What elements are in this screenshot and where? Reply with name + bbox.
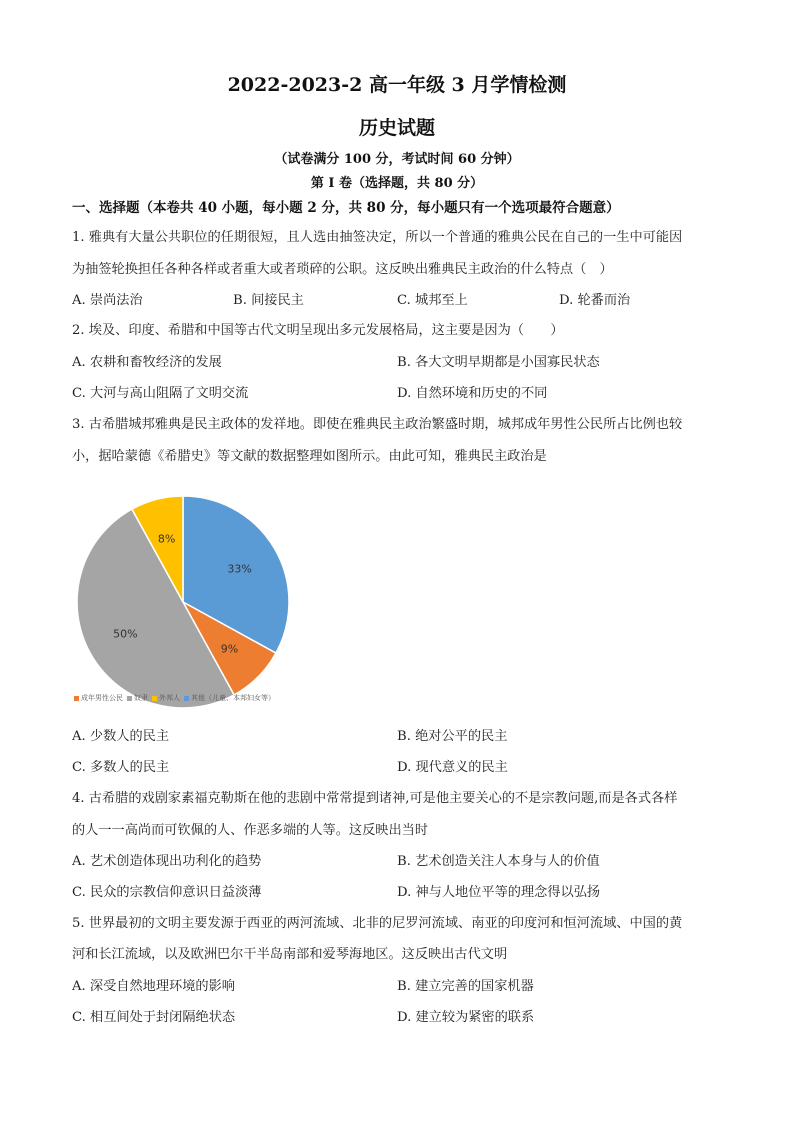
q1-option-c[interactable]: C. 城邦至上 [397, 293, 468, 308]
q1-option-a[interactable]: A. 崇尚法治 [72, 293, 143, 308]
q1-stem-line-1: 1. 雅典有大量公共职位的任期很短，且人选由抽签决定，所以一个普通的雅典公民在自己的一生中可能因 [72, 230, 683, 245]
q4-option-c[interactable]: C. 民众的宗教信仰意识日益淡薄 [72, 885, 262, 900]
q4-option-b[interactable]: B. 艺术创造关注人本身与人的价值 [397, 854, 600, 869]
q5-option-d[interactable]: D. 建立较为紧密的联系 [397, 1010, 535, 1025]
exam-title: 2022-2023-2 高一年级 3 月学情检测 [227, 74, 567, 96]
legend-label: 其他（儿童、本邦妇女等） [191, 694, 275, 702]
q1-stem-line-2: 为抽签轮换担任各种各样或者重大或者琐碎的公职。这反映出雅典民主政治的什么特点（ ） [72, 262, 613, 277]
exam-note: （试卷满分 100 分，考试时间 60 分钟） [274, 152, 520, 167]
exam-subtitle: 历史试题 [358, 117, 435, 139]
pie-data-label-1: 9% [220, 642, 239, 656]
section-heading: 一、选择题（本卷共 40 小题，每小题 2 分，共 80 分，每小题只有一个选项最符合题意） [72, 200, 620, 216]
q2-option-a[interactable]: A. 农耕和畜牧经济的发展 [72, 355, 222, 370]
q2-option-d[interactable]: D. 自然环境和历史的不同 [397, 386, 548, 401]
q1-option-d[interactable]: D. 轮番而治 [559, 293, 631, 308]
q5-stem-line-2: 河和长江流域，以及欧洲巴尔干半岛南部和爱琴海地区。这反映出古代文明 [72, 947, 508, 962]
q5-option-b[interactable]: B. 建立完善的国家机器 [397, 979, 534, 994]
q2-option-c[interactable]: C. 大河与高山阻隔了文明交流 [72, 386, 249, 401]
q3-option-c[interactable]: C. 多数人的民主 [72, 760, 170, 775]
q3-option-b[interactable]: B. 绝对公平的民主 [397, 729, 508, 744]
q5-stem-line-1: 5. 世界最初的文明主要发源于西亚的两河流域、北非的尼罗河流域、南亚的印度河和恒河流域、中国的黄 [72, 916, 683, 931]
pie-chart [70, 470, 330, 710]
legend-item-1 [74, 693, 123, 703]
q4-stem-line-1: 4. 古希腊的戏剧家素福克勒斯在他的悲剧中常常提到诸神,可是他主要关心的不是宗教问题,而是各式各样 [72, 791, 678, 806]
legend-label: 外邦人 [159, 694, 180, 702]
q5-option-a[interactable]: A. 深受自然地理环境的影响 [72, 979, 235, 994]
pie-data-label-3: 8% [157, 532, 176, 546]
q2-option-b[interactable]: B. 各大文明早期都是小国寡民状态 [397, 355, 600, 370]
legend-label: 成年男性公民 [81, 694, 123, 702]
q2-stem-line-1: 2. 埃及、印度、希腊和中国等古代文明呈现出多元发展格局，这主要是因为（ ） [72, 323, 564, 338]
legend-item-2 [127, 693, 148, 703]
volume-heading: 第 I 卷（选择题，共 80 分） [310, 176, 484, 191]
q3-stem-line-2: 小，据哈蒙德《希腊史》等文献的数据整理如图所示。由此可知，雅典民主政治是 [72, 449, 547, 464]
q4-stem-line-2: 的人一一高尚而可钦佩的人、作恶多端的人等。这反映出当时 [72, 823, 429, 838]
legend-swatch [74, 696, 79, 701]
chart-legend [74, 693, 279, 703]
q3-option-d[interactable]: D. 现代意义的民主 [397, 760, 508, 775]
legend-item-4 [184, 693, 275, 703]
q4-option-a[interactable]: A. 艺术创造体现出功利化的趋势 [72, 854, 262, 869]
legend-swatch [152, 696, 157, 701]
q4-option-d[interactable]: D. 神与人地位平等的理念得以弘扬 [397, 885, 601, 900]
legend-label: 奴隶 [134, 694, 148, 702]
pie-data-label-2: 50% [113, 627, 138, 641]
legend-item-3 [152, 693, 180, 703]
q3-stem-line-1: 3. 古希腊城邦雅典是民主政体的发祥地。即使在雅典民主政治繁盛时期，城邦成年男性公民所占比例也较 [72, 417, 683, 432]
q3-option-a[interactable]: A. 少数人的民主 [72, 729, 170, 744]
pie-data-label-4: 33% [227, 562, 252, 576]
q5-option-c[interactable]: C. 相互间处于封闭隔绝状态 [72, 1010, 236, 1025]
q1-option-b[interactable]: B. 间接民主 [233, 293, 304, 308]
legend-swatch [127, 696, 132, 701]
legend-swatch [184, 696, 189, 701]
